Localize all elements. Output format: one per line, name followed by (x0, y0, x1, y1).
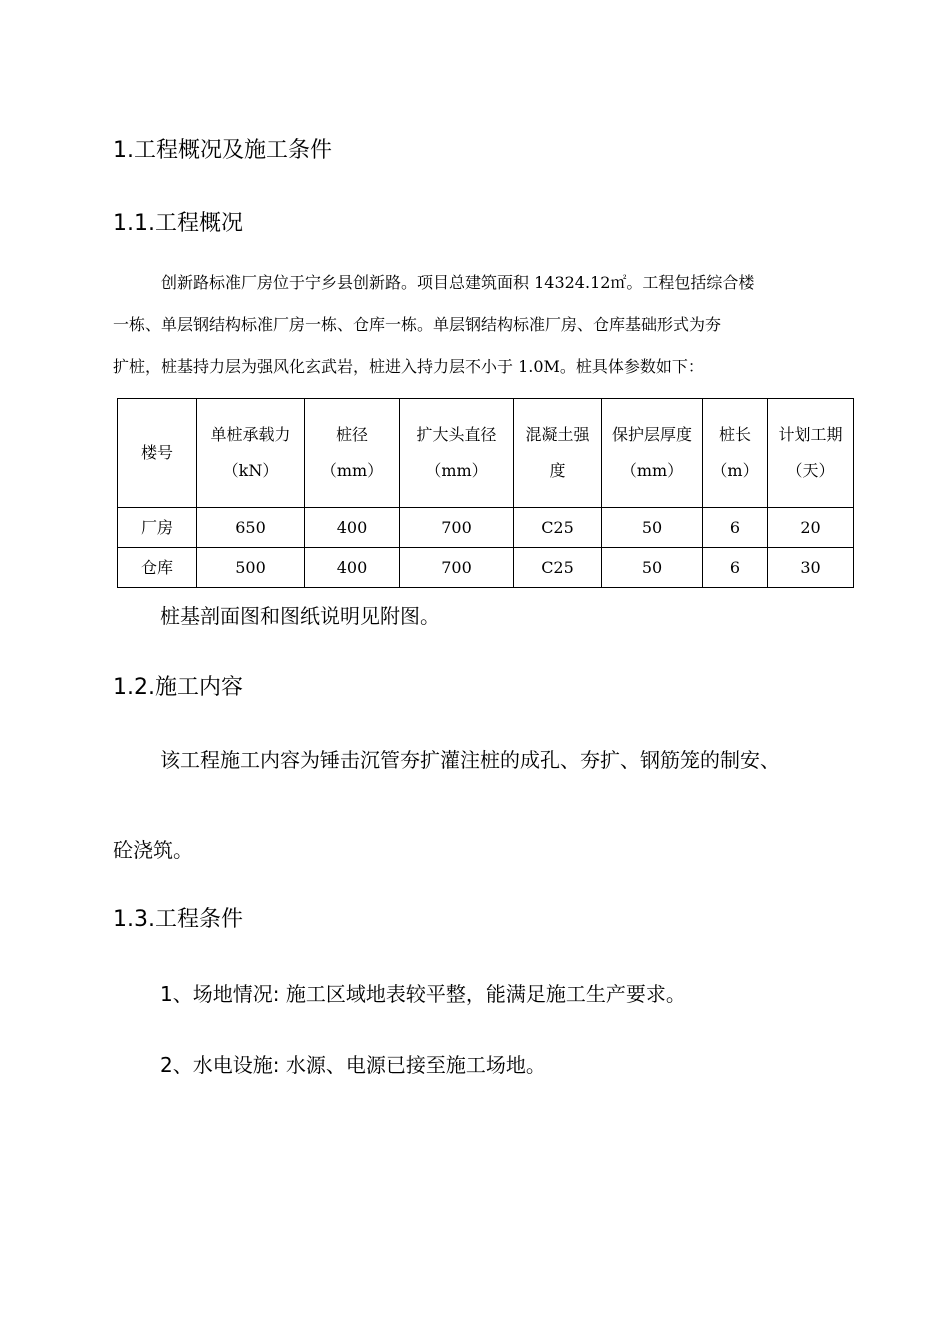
site-condition-item: 1、场地情况: 施工区域地表较平整，能满足施工生产要求。 (160, 982, 686, 1006)
column-header: 保护层厚度（mm） (602, 399, 703, 508)
column-header: 桩长（m） (703, 399, 768, 508)
table-cell: 30 (768, 548, 854, 588)
table-row (118, 548, 854, 588)
table-row (118, 508, 854, 548)
pile-parameters-table (117, 398, 854, 588)
table-cell: 400 (305, 508, 400, 548)
column-header: 混凝土强度 (514, 399, 602, 508)
column-header: 桩径（mm） (305, 399, 400, 508)
column-header: 扩大头直径（mm） (400, 399, 514, 508)
project-overview-paragraph (113, 262, 863, 388)
table-cell: 6 (703, 508, 768, 548)
utilities-item: 2、水电设施: 水源、电源已接至施工场地。 (160, 1053, 546, 1077)
table-cell: 50 (602, 548, 703, 588)
table-cell: 厂房 (118, 508, 197, 548)
column-header: 单桩承载力（kN） (197, 399, 305, 508)
construction-content-line-1: 该工程施工内容为锤击沉管夯扩灌注桩的成孔、夯扩、钢筋笼的制安、 (160, 748, 780, 772)
table-cell: C25 (514, 548, 602, 588)
paragraph-line: 创新路标准厂房位于宁乡县创新路。项目总建筑面积 14324.12㎡。工程包括综合楼 (161, 273, 755, 292)
table-cell: 400 (305, 548, 400, 588)
construction-content-line-2: 砼浇筑。 (113, 838, 193, 862)
appendix-note: 桩基剖面图和图纸说明见附图。 (160, 604, 440, 628)
column-header: 计划工期（天） (768, 399, 854, 508)
table-cell: 6 (703, 548, 768, 588)
section-1-3-heading: 1.3.工程条件 (113, 907, 243, 932)
table-header-row (118, 399, 854, 508)
table-cell: 700 (400, 508, 514, 548)
table-cell: 仓库 (118, 548, 197, 588)
table-cell: 20 (768, 508, 854, 548)
section-1-2-heading: 1.2.施工内容 (113, 675, 243, 700)
table-cell: 50 (602, 508, 703, 548)
table-cell: 700 (400, 548, 514, 588)
section-1-1-heading: 1.1.工程概况 (113, 211, 243, 236)
table-cell: C25 (514, 508, 602, 548)
section-1-heading: 1.工程概况及施工条件 (113, 138, 332, 163)
paragraph-line: 扩桩，桩基持力层为强风化玄武岩，桩进入持力层不小于 1.0M。桩具体参数如下： (113, 357, 704, 376)
column-header: 楼号 (118, 399, 197, 508)
paragraph-line: 一栋、单层钢结构标准厂房一栋、仓库一栋。单层钢结构标准厂房、仓库基础形式为夯 (113, 315, 722, 334)
table-cell: 500 (197, 548, 305, 588)
table-cell: 650 (197, 508, 305, 548)
